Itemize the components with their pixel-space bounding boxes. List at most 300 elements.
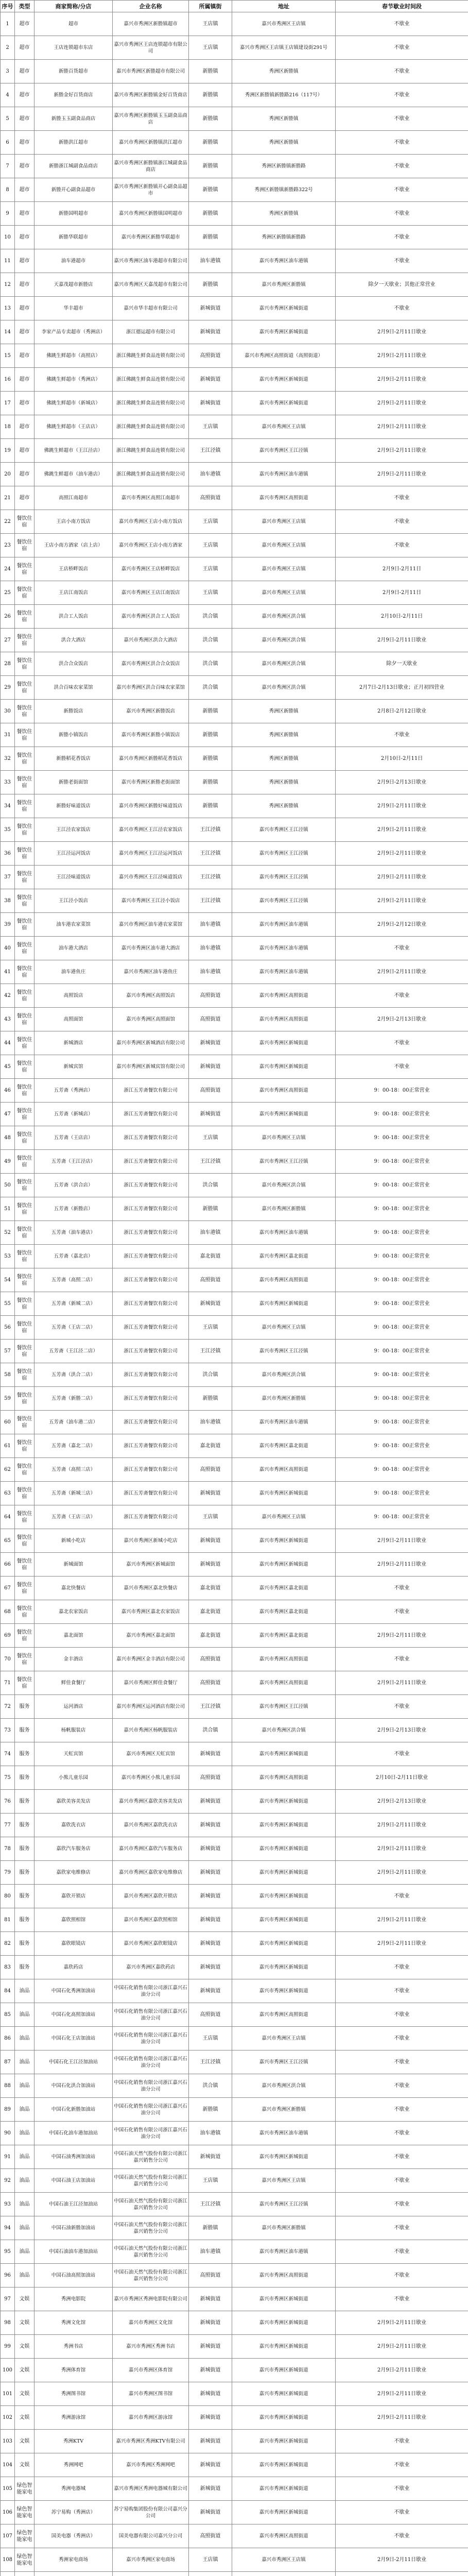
cell-shop-name: 五芳斋（油车港二店） [34,1411,113,1434]
cell-company-name: 嘉兴市秀洲区新塍镇金好百货商店 [113,83,189,107]
cell-shop-name: 五芳斋（王江泾店） [34,1150,113,1174]
table-row [1,2050,468,2074]
cell-category: 餐饮住宿 [15,510,34,534]
cell-company-name: 浙江佛跳生鲜食品连锁有限公司 [113,392,189,415]
cell-company-name: 浙江五芳斋餐饮有限公司 [113,1126,189,1150]
cell-company-name: 嘉兴市秀洲区文化馆 [113,2311,189,2335]
cell-company-name: 嘉兴市秀洲区王店江南饭店 [113,581,189,605]
cell-company-name: 嘉兴市秀洲区王店小南方饭店 [113,510,189,534]
table-row [1,629,468,652]
cell-address: 嘉兴市秀洲区王店镇王店镇建设街291号 [232,36,336,60]
table-row [1,107,468,131]
cell-closure-period: 9：00-18：00正常营业 [336,1505,468,1529]
table-row [1,2453,468,2477]
table-row [1,60,468,83]
cell-index: 50 [1,1174,15,1197]
cell-company-name: 嘉兴市秀洲区运河酒店有限公司 [113,1695,189,1719]
cell-town: 洪合镇 [189,1174,232,1197]
cell-category: 服务 [15,1908,34,1932]
cell-town: 新城街道 [189,1292,232,1316]
cell-category: 文娱 [15,2287,34,2311]
cell-category: 餐饮住宿 [15,1292,34,1316]
cell-company-name: 国美电器有限公司嘉兴分公司 [113,2524,189,2548]
cell-company-name: 嘉兴市秀洲区新塍镇玉玉副食品商店 [113,107,189,131]
cell-company-name: 浙江五芳斋餐饮有限公司 [113,1150,189,1174]
cell-company-name: 嘉兴市秀洲区油车港大酒店 [113,937,189,960]
cell-category: 绿色智能家电 [15,2548,34,2572]
cell-index: 26 [1,605,15,629]
cell-shop-name: 中国石化新塍加油站 [34,2098,113,2122]
cell-index: 91 [1,2145,15,2169]
cell-town: 新塍镇 [189,155,232,178]
cell-company-name: 中国石油天然气股份有限公司浙江嘉兴销售分公司 [113,2169,189,2193]
cell-town: 洪合镇 [189,1363,232,1387]
cell-shop-name: 高照饭店 [34,984,113,1008]
cell-address: 嘉兴市秀洲区新城街道 [232,1790,336,1814]
cell-index: 83 [1,1956,15,1979]
cell-category: 餐饮住宿 [15,1624,34,1648]
cell-shop-name: 中国石油新塍加油站 [34,2216,113,2240]
table-row [1,463,468,486]
cell-company-name: 浙江五芳斋餐饮有限公司 [113,1268,189,1292]
cell-address: 秀洲区新塍镇 [232,131,336,155]
cell-address: 嘉兴市秀洲区新城街道 [232,2311,336,2335]
table-row [1,12,468,36]
cell-address: 嘉兴市秀洲区王江泾镇 [232,889,336,913]
cell-town: 新塍镇 [189,1197,232,1221]
cell-company-name: 嘉兴市秀洲区嘉欣美容美发店 [113,1790,189,1814]
cell-company-name: 嘉兴市秀洲区新塍镇浙江城副食品商店 [113,155,189,178]
cell-shop-name: 五芳斋（王江泾二店） [34,1340,113,1363]
table-row [1,273,468,297]
cell-town: 新城街道 [189,2477,232,2501]
cell-category: 餐饮住宿 [15,700,34,723]
cell-index: 96 [1,2264,15,2287]
cell-address: 秀洲区新塍镇新塍路322号 [232,178,336,202]
cell-town: 高照街道 [189,1268,232,1292]
cell-address: 嘉兴市秀洲区高照街道 [232,2264,336,2287]
cell-shop-name: 嘉欣家电维修店 [34,1861,113,1885]
cell-index: 1 [1,12,15,36]
cell-shop-name: 新城酒店 [34,1031,113,1055]
cell-town: 王江泾镇 [189,842,232,866]
cell-town: 嘉北街道 [189,1434,232,1458]
cell-category: 餐饮住宿 [15,557,34,581]
cell-index: 41 [1,960,15,984]
table-row [1,937,468,960]
cell-index: 79 [1,1861,15,1885]
cell-index: 12 [1,273,15,297]
cell-address: 嘉兴市秀洲区嘉北街道 [232,1245,336,1268]
cell-index: 30 [1,700,15,723]
cell-shop-name: 秀洲图书馆 [34,2382,113,2406]
cell-address: 嘉兴市秀洲区油车港镇 [232,249,336,273]
cell-index: 28 [1,652,15,676]
cell-shop-name: 五芳斋（新城店） [34,1103,113,1126]
table-row [1,889,468,913]
table-row [1,1411,468,1434]
cell-index: 90 [1,2122,15,2145]
cell-company-name: 浙江佛跳生鲜食品连锁有限公司 [113,368,189,392]
cell-company-name: 中国石化销售有限公司浙江嘉兴石油分公司 [113,2074,189,2098]
cell-index: 7 [1,155,15,178]
cell-town: 高照街道 [189,1458,232,1482]
cell-address: 秀洲区新塍镇 [232,747,336,771]
cell-index: 44 [1,1031,15,1055]
cell-category: 餐饮住宿 [15,794,34,818]
cell-category: 文娱 [15,2382,34,2406]
cell-town: 油车港镇 [189,463,232,486]
cell-index: 82 [1,1932,15,1956]
cell-company-name: 嘉兴市秀洲区新塍老街面馆 [113,771,189,794]
cell-closure-period: 不歇业 [336,534,468,557]
cell-shop-name: 中国石油油车港加油站 [34,2240,113,2264]
cell-address: 嘉兴市秀洲区高照街道 [232,2003,336,2027]
cell-address: 嘉兴市秀洲区洪合镇 [232,676,336,700]
cell-closure-period: 2月9日-2月11日歇业 [336,2382,468,2406]
cell-shop-name: 五芳斋（新塍店） [34,1197,113,1221]
cell-index: 4 [1,83,15,107]
cell-town: 新城街道 [189,2430,232,2453]
cell-town: 高照街道 [189,2524,232,2548]
table-row [1,1150,468,1174]
cell-category: 餐饮住宿 [15,652,34,676]
header-company-name: 企业名称 [113,1,189,12]
cell-shop-name [34,2572,113,2576]
cell-company-name: 嘉兴市秀洲区嘉欣眼镜店 [113,1932,189,1956]
table-row [1,2074,468,2098]
table-row [1,1458,468,1482]
cell-company-name: 嘉兴市秀洲区天虹宾馆 [113,1742,189,1766]
table-row [1,1577,468,1600]
table-row [1,1221,468,1245]
cell-closure-period: 不歇业 [336,249,468,273]
cell-category: 餐饮住宿 [15,771,34,794]
cell-town: 新塍镇 [189,723,232,747]
cell-company-name: 浙江五芳斋餐饮有限公司 [113,1482,189,1505]
cell-shop-name: 中国石油高照加油站 [34,2264,113,2287]
cell-index: 53 [1,1245,15,1268]
table-row [1,1648,468,1671]
cell-category: 餐饮住宿 [15,818,34,842]
cell-category: 油品 [15,2050,34,2074]
cell-address: 嘉兴市秀洲区嘉北街道 [232,1577,336,1600]
cell-shop-name: 洪合工人饭店 [34,605,113,629]
header-address: 地址 [232,1,336,12]
table-row [1,2572,468,2576]
cell-closure-period: 2月7日-2月13日歇业；正月初四营业 [336,676,468,700]
cell-closure-period: 不歇业 [336,60,468,83]
cell-shop-name: 佛跳生鲜超市（高照店） [34,344,113,368]
cell-category: 餐饮住宿 [15,676,34,700]
table-row [1,2524,468,2548]
cell-shop-name: 苏宁易购（秀洲店） [34,2501,113,2524]
cell-index: 86 [1,2027,15,2050]
cell-shop-name: 新塍小镇饭店 [34,723,113,747]
cell-address: 嘉兴市秀洲区王店镇 [232,1505,336,1529]
cell-closure-period: 2月9日-2月13日歇业 [336,1008,468,1031]
cell-shop-name: 五芳斋（油车港店） [34,1221,113,1245]
table-row [1,344,468,368]
cell-category: 油品 [15,2027,34,2050]
cell-closure-period: 不歇业 [336,2003,468,2027]
cell-address: 嘉兴市秀洲区新城街道 [232,1742,336,1766]
cell-company-name: 浙江五芳斋餐饮有限公司 [113,1505,189,1529]
table-header-row [1,1,468,12]
cell-address: 嘉兴市秀洲区高照街道 [232,1008,336,1031]
cell-shop-name: 华丰超市 [34,297,113,320]
cell-closure-period: 9：00-18：00正常营业 [336,1363,468,1387]
cell-index: 37 [1,866,15,889]
table-row [1,1885,468,1908]
cell-company-name: 嘉兴市秀洲区嘉欣药店 [113,1956,189,1979]
cell-address: 嘉兴市秀洲区新塍镇 [232,273,336,297]
cell-address: 嘉兴市秀洲区高照街道 [232,486,336,510]
cell-category: 餐饮住宿 [15,1126,34,1150]
cell-index: 15 [1,344,15,368]
cell-category: 餐饮住宿 [15,1411,34,1434]
table-row [1,1600,468,1624]
cell-shop-name: 五芳斋（王店三店） [34,1505,113,1529]
cell-shop-name: 中国石油王江泾加油站 [34,2193,113,2216]
cell-town: 新城街道 [189,1790,232,1814]
cell-town: 洪合镇 [189,605,232,629]
cell-town: 洪合镇 [189,652,232,676]
table-row [1,1719,468,1742]
cell-company-name: 嘉兴市秀洲区王店桥畔饭店 [113,557,189,581]
cell-closure-period: 不歇业 [336,510,468,534]
cell-closure-period: 不歇业 [336,2074,468,2098]
cell-town: 高照街道 [189,486,232,510]
cell-company-name: 浙江五芳斋餐饮有限公司 [113,1387,189,1411]
cell-index: 34 [1,794,15,818]
cell-index: 17 [1,392,15,415]
table-row [1,581,468,605]
cell-company-name: 浙江德运超市有限公司 [113,320,189,344]
table-row [1,1790,468,1814]
cell-category: 油品 [15,2193,34,2216]
table-row [1,1245,468,1268]
cell-index: 62 [1,1458,15,1482]
cell-address: 嘉兴市秀洲区新城街道 [232,1529,336,1553]
cell-closure-period: 9：00-18：00正常营业 [336,1411,468,1434]
cell-closure-period: 9：00-18：00正常营业 [336,1079,468,1103]
cell-index: 67 [1,1577,15,1600]
table-row [1,1079,468,1103]
table-row [1,439,468,463]
cell-shop-name: 五芳斋（高照二店） [34,1268,113,1292]
cell-address: 嘉兴市秀洲区王店镇 [232,12,336,36]
cell-closure-period: 不歇业 [336,2145,468,2169]
cell-shop-name: 天嘉茂超市新塍店 [34,273,113,297]
cell-index: 46 [1,1079,15,1103]
cell-shop-name: 超市 [34,12,113,36]
cell-closure-period: 9：00-18：00正常营业 [336,1221,468,1245]
cell-category: 餐饮住宿 [15,1648,34,1671]
cell-town: 油车港镇 [189,937,232,960]
cell-category: 餐饮住宿 [15,1245,34,1268]
cell-shop-name: 洪合合众饭店 [34,652,113,676]
cell-closure-period: 9：00-18：00正常营业 [336,1126,468,1150]
cell-town: 洪合镇 [189,676,232,700]
table-row [1,913,468,937]
cell-closure-period: 不歇业 [336,1742,468,1766]
cell-index: 56 [1,1316,15,1340]
cell-shop-name: 新城宾馆 [34,1055,113,1079]
cell-closure-period: 2月9日-2月11日歇业 [336,2311,468,2335]
table-row [1,676,468,700]
cell-category: 餐饮住宿 [15,1197,34,1221]
cell-shop-name: 五芳斋（王店店） [34,1126,113,1150]
cell-category: 餐饮住宿 [15,1577,34,1600]
cell-town: 新城街道 [189,1103,232,1126]
cell-town: 王店镇 [189,1505,232,1529]
cell-company-name: 嘉兴市秀洲区天嘉茂超市有限公司 [113,273,189,297]
cell-company-name: 浙江五芳斋餐饮有限公司 [113,1174,189,1197]
cell-shop-name: 中国石油秀洲加油站 [34,2145,113,2169]
cell-category: 餐饮住宿 [15,581,34,605]
cell-index: 6 [1,131,15,155]
cell-address: 嘉兴市秀洲区王江泾镇 [232,1695,336,1719]
cell-town: 王江泾镇 [189,889,232,913]
table-row [1,2477,468,2501]
cell-closure-period: 2月9日-2月11日歇业 [336,2359,468,2382]
cell-shop-name: 新塍洪江超市 [34,131,113,155]
cell-category: 餐饮住宿 [15,1150,34,1174]
cell-town: 新城街道 [189,1932,232,1956]
cell-town: 新城街道 [189,1885,232,1908]
cell-company-name: 嘉兴市秀洲区王店小南方酒家 [113,534,189,557]
cell-category: 餐饮住宿 [15,1482,34,1505]
cell-company-name: 中国石化销售有限公司浙江嘉兴石油分公司 [113,2050,189,2074]
table-row [1,1174,468,1197]
cell-closure-period: 2月10日-2月11日 [336,747,468,771]
cell-closure-period: 2月9日-2月11日歇业 [336,794,468,818]
cell-company-name: 中国石化销售有限公司浙江嘉兴石油分公司 [113,2122,189,2145]
cell-address: 嘉兴市秀洲区新城街道 [232,320,336,344]
table-row [1,2287,468,2311]
cell-index: 20 [1,463,15,486]
cell-shop-name: 秀洲电影院 [34,2287,113,2311]
cell-town: 高照街道 [189,1766,232,1790]
cell-category: 餐饮住宿 [15,1363,34,1387]
cell-closure-period: 不歇业 [336,36,468,60]
cell-company-name: 嘉兴市秀洲区秀洲KTV有限公司 [113,2430,189,2453]
cell-address: 嘉兴市秀洲区新城街道 [232,2359,336,2382]
cell-category: 餐饮住宿 [15,1340,34,1363]
cell-company-name: 嘉兴市秀洲区鲜佳食餐厅 [113,1671,189,1695]
cell-town: 王江泾镇 [189,1340,232,1363]
table-row [1,415,468,439]
cell-company-name: 嘉兴市秀洲区高照面馆 [113,1008,189,1031]
cell-category: 油品 [15,1979,34,2003]
cell-address: 嘉兴市秀洲区王江泾镇 [232,439,336,463]
cell-shop-name: 洪合大酒店 [34,629,113,652]
table-row [1,2359,468,2382]
cell-category: 服务 [15,1956,34,1979]
cell-address: 嘉兴市秀洲区油车港镇 [232,960,336,984]
cell-closure-period: 9：00-18：00正常营业 [336,1268,468,1292]
table-row [1,1031,468,1055]
cell-company-name: 嘉兴市秀洲区嘉欣洗衣店 [113,1814,189,1837]
cell-index: 94 [1,2216,15,2240]
cell-company-name: 浙江五芳斋餐饮有限公司 [113,1079,189,1103]
cell-town: 王江泾镇 [189,1695,232,1719]
cell-town: 洪合镇 [189,2074,232,2098]
cell-index: 85 [1,2003,15,2027]
cell-closure-period: 不歇业 [336,2501,468,2524]
cell-category: 油品 [15,2169,34,2193]
cell-address: 秀洲区新塍镇 [232,794,336,818]
cell-town: 嘉北街道 [189,1577,232,1600]
cell-index: 92 [1,2169,15,2193]
cell-shop-name: 油车港鱼庄 [34,960,113,984]
cell-index: 75 [1,1766,15,1790]
cell-index: 64 [1,1505,15,1529]
cell-town [189,2572,232,2576]
cell-index: 57 [1,1340,15,1363]
cell-shop-name: 运河酒店 [34,1695,113,1719]
cell-shop-name: 五芳斋（嘉北店） [34,1245,113,1268]
cell-company-name: 嘉兴市秀洲区金丰酒店有限公司 [113,1648,189,1671]
cell-category: 餐饮住宿 [15,1174,34,1197]
cell-town: 高照街道 [189,2003,232,2027]
cell-index: 76 [1,1790,15,1814]
cell-shop-name: 新塍好味道饭店 [34,794,113,818]
cell-shop-name: 新塍开心副食品超市 [34,178,113,202]
cell-category: 超市 [15,439,34,463]
table-row [1,1268,468,1292]
cell-town: 新城街道 [189,2287,232,2311]
cell-index: 10 [1,226,15,249]
cell-shop-name: 五芳斋（新城三店） [34,1482,113,1505]
cell-company-name: 嘉兴市秀洲区秀洲书店 [113,2335,189,2359]
table-row [1,1861,468,1885]
table-row [1,2027,468,2050]
cell-category: 油品 [15,2098,34,2122]
cell-category: 油品 [15,2216,34,2240]
cell-category: 油品 [15,2240,34,2264]
cell-town: 新塍镇 [189,2216,232,2240]
cell-address: 嘉兴市秀洲区王店镇 [232,510,336,534]
cell-closure-period: 2月9日-2月13日歇业 [336,771,468,794]
cell-company-name: 嘉兴市秀洲区油车港农家菜馆 [113,913,189,937]
cell-closure-period: 除夕一天歇业；其他正常营业 [336,273,468,297]
cell-address: 嘉兴市秀洲区新城街道 [232,1837,336,1861]
cell-shop-name: 油车港大酒店 [34,937,113,960]
cell-index: 59 [1,1387,15,1411]
cell-town: 新城街道 [189,1861,232,1885]
cell-shop-name: 王江泾味道饭店 [34,866,113,889]
header-category: 类型 [15,1,34,12]
cell-company-name: 嘉兴市秀洲区洪合合众饭店 [113,652,189,676]
cell-town: 新塍镇 [189,107,232,131]
cell-category: 餐饮住宿 [15,723,34,747]
cell-company-name: 嘉兴市秀洲区嘉欣开锁店 [113,1885,189,1908]
cell-shop-name: 新城小吃店 [34,1529,113,1553]
cell-category: 服务 [15,1814,34,1837]
table-row [1,1742,468,1766]
cell-town: 新城街道 [189,1529,232,1553]
cell-town: 王店镇 [189,510,232,534]
cell-index: 9 [1,202,15,226]
cell-index: 61 [1,1434,15,1458]
cell-shop-name: 秀洲书店 [34,2335,113,2359]
cell-company-name: 嘉兴市秀洲区王江泾农家饭店 [113,818,189,842]
cell-address: 嘉兴市秀洲区洪合镇 [232,1719,336,1742]
cell-town: 洪合镇 [189,629,232,652]
table-row [1,320,468,344]
